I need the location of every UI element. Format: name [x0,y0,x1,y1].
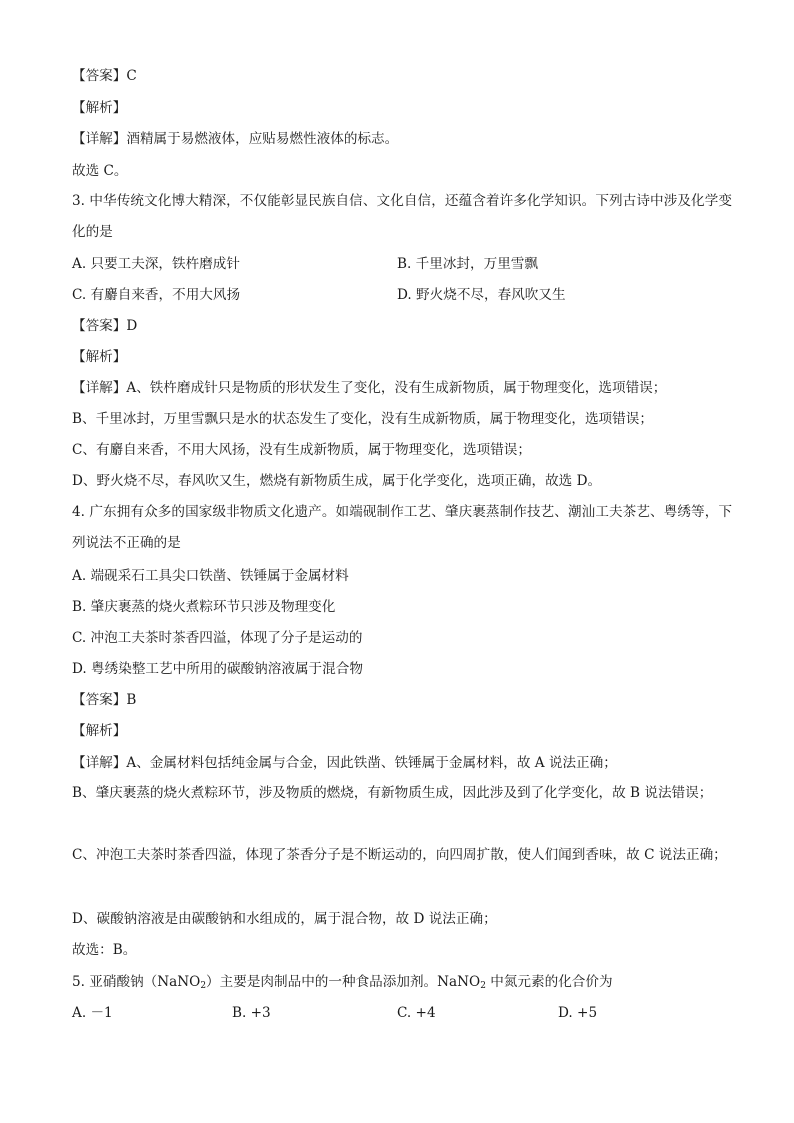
detail-line-q3-b: B、千里冰封，万里雪飘只是水的状态发生了变化，没有生成新物质，属于物理变化，选项错误； [72,411,653,427]
q5-subscript-1: 2 [200,981,207,991]
q4-option-b: B. 肇庆裹蒸的烧火煮粽环节只涉及物理变化 [72,599,336,615]
analysis-label-q2: 【解析】 [72,100,127,116]
detail-text: A、金属材料包括纯金属与合金，因此铁凿、铁锤属于金属材料，故 A 说法正确； [126,755,617,771]
q4-option-c: C. 冲泡工夫茶时茶香四溢，体现了分子是运动的 [72,630,363,646]
question-3-stem: 3. 中华传统文化博大精深，不仅能彰显民族自信、文化自信，还蕴含着许多化学知识。下列古诗中涉及化学变化的是 [72,193,732,240]
answer-value: B [126,692,137,708]
analysis-label-q4: 【解析】 [72,723,127,739]
q3-option-a: A. 只要工夫深，铁杵磨成针 [72,256,240,272]
answer-line-q3 [72,316,137,336]
q5-option-b: B. +3 [232,1005,271,1021]
analysis-label-q3: 【解析】 [72,349,127,365]
question-4-stem: 4. 广东拥有众多的国家级非物质文化遗产。如端砚制作工艺、肇庆裹蒸制作技艺、潮汕工夫茶艺、粤绣等，下列说法不正确的是 [72,504,732,551]
answer-line-q2 [72,66,137,86]
answer-tag: 【答案】 [72,68,127,84]
q5-option-d: D. +5 [558,1005,598,1021]
q3-option-c: C. 有麝自来香，不用大风扬 [72,287,241,303]
detail-tag: 【详解】 [72,131,127,147]
conclusion-q4: 故选：B。 [72,942,137,958]
q5-option-a: A. －1 [72,1005,113,1021]
answer-line-q4 [72,690,136,710]
q5-stem-part2: ）主要是肉制品中的一种食品添加剂。NaNO [206,974,481,990]
detail-line-q4-c: C、冲泡工夫茶时茶香四溢，体现了茶香分子是不断运动的，向四周扩散，使人们闻到香味，故 C 说法正确； [72,847,727,863]
detail-tag: 【详解】 [72,380,127,396]
q3-option-b: B. 千里冰封，万里雪飘 [397,256,538,272]
detail-line-q3-a [72,378,666,398]
detail-line-q3-c: C、有麝自来香，不用大风扬，没有生成新物质，属于物理变化，选项错误； [72,442,531,458]
detail-text: 酒精属于易燃液体，应贴易燃性液体的标志。 [126,131,399,147]
detail-line-q4-a [72,753,617,773]
q4-option-d: D. 粤绣染整工艺中所用的碳酸钠溶液属于混合物 [72,661,363,677]
conclusion-q2: 故选 C。 [72,163,128,179]
answer-tag: 【答案】 [72,692,127,708]
q5-subscript-2: 2 [480,981,486,991]
answer-value: D [126,318,138,334]
q3-option-d: D. 野火烧不尽，春风吹又生 [397,287,566,303]
detail-line-q4-b: B、肇庆裹蒸的烧火煮粽环节，涉及物质的燃烧，有新物质生成，因此涉及到了化学变化，故 B 说法错误； [72,785,713,801]
detail-line-q4-d: D、碳酸钠溶液是由碳酸钠和水组成的，属于混合物，故 D 说法正确； [72,911,497,927]
q5-stem-part3: 中氮元素的化合价为 [485,974,613,990]
q5-option-c: C. +4 [397,1005,436,1021]
answer-tag: 【答案】 [72,318,127,334]
question-5-stem [72,972,613,992]
answer-value: C [126,68,137,84]
detail-line-q3-d: D、野火烧不尽，春风吹又生，燃烧有新物质生成，属于化学变化，选项正确，故选 D。 [72,473,602,489]
q5-stem-part1: 5. 亚硝酸钠（NaNO [72,974,201,990]
detail-line-q2 [72,129,398,149]
detail-text: A、铁杵磨成针只是物质的形状发生了变化，没有生成新物质，属于物理变化，选项错误； [126,380,667,396]
q4-option-a: A. 端砚采石工具尖口铁凿、铁锤属于金属材料 [72,568,349,584]
detail-tag: 【详解】 [72,755,127,771]
